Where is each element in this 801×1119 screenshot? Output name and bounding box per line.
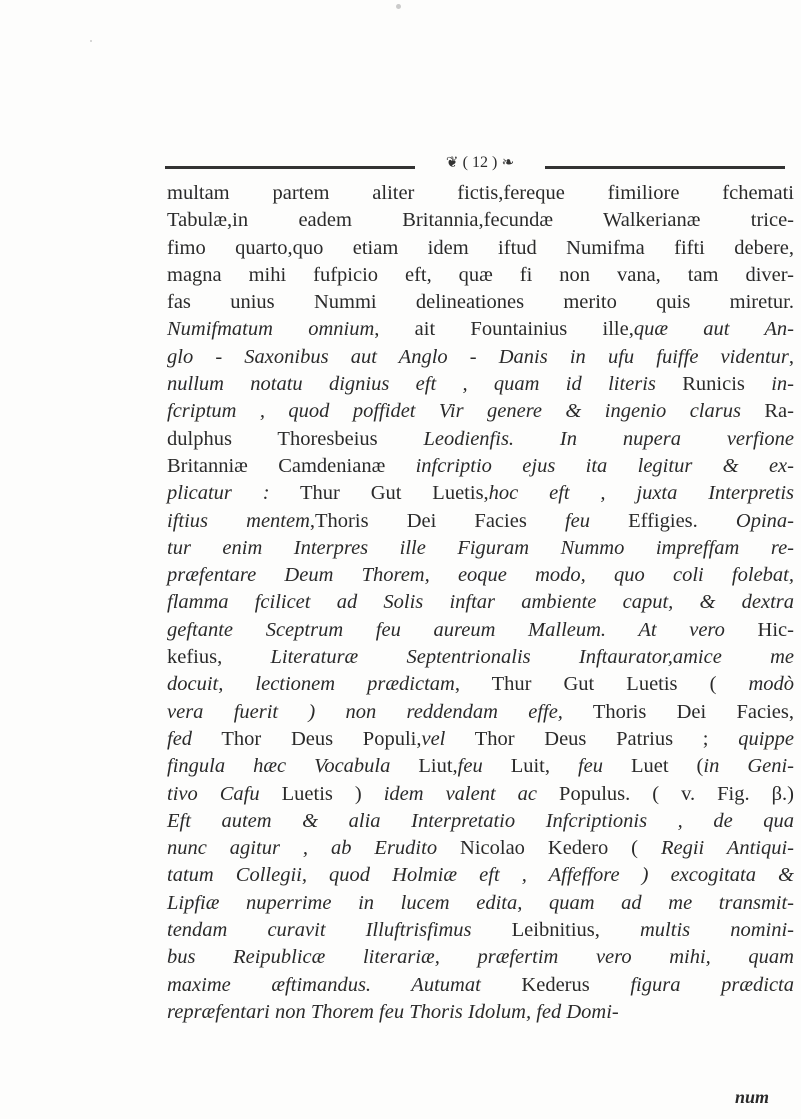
roman-segment: kefius,	[167, 646, 271, 669]
roman-segment: dulphus Thoresbeius	[167, 427, 424, 450]
header-rule-right	[545, 166, 785, 169]
italic-segment: præfentare Deum Thorem, eoque modo, quo coli folebat,	[167, 564, 794, 587]
italic-segment: tendam curavit Illuftrisfimus	[167, 919, 472, 942]
text-line	[167, 344, 794, 371]
italic-segment: maxime æftimandus. Autumat	[167, 973, 481, 996]
roman-segment: Luetis )	[259, 782, 384, 805]
italic-segment: docuit, lectionem prædictam	[167, 673, 455, 696]
text-line	[167, 371, 794, 398]
roman-segment: magna mihi fufpicio eft, quæ fi non vana, tam diver-	[167, 263, 794, 286]
italic-segment: feu	[457, 755, 483, 778]
text-line	[167, 508, 794, 535]
roman-segment: Britanniæ Camdenianæ	[167, 454, 416, 477]
italic-segment: Leodienfis. In nupera verfione	[423, 427, 794, 450]
italic-segment: nunc agitur , ab Erudito	[167, 837, 438, 860]
roman-segment: , Thur Gut Luetis (	[454, 673, 749, 696]
roman-segment: Leibnitius,	[471, 919, 640, 942]
italic-segment: feu	[577, 755, 604, 778]
italic-segment: quæ aut An-	[633, 318, 794, 341]
body-text	[167, 180, 794, 1026]
text-line	[167, 726, 794, 753]
roman-segment: Runicis	[655, 373, 772, 396]
italic-segment: Opina-	[735, 509, 794, 532]
text-line	[167, 398, 794, 425]
text-line	[167, 480, 794, 507]
italic-segment: Literaturæ Septentrionalis Inftaurator,amice me	[270, 646, 794, 669]
text-line	[167, 262, 794, 289]
italic-segment: geftante Sceptrum feu aureum Malleum. At vero	[167, 618, 725, 641]
text-line	[167, 535, 794, 562]
paper-speck	[396, 4, 401, 9]
italic-segment: vera fuerit ) non reddendam effe,	[167, 700, 563, 723]
text-line	[167, 835, 794, 862]
italic-segment: quippe	[738, 727, 794, 750]
text-line	[167, 316, 794, 343]
italic-segment: Regii Antiqui-	[660, 837, 795, 860]
text-line	[167, 753, 794, 780]
roman-segment: Populus. ( v. Fig. β.)	[537, 782, 794, 805]
roman-segment: ,	[788, 345, 794, 368]
italic-segment: fed	[167, 727, 193, 750]
roman-segment: Kederus	[480, 973, 631, 996]
italic-segment: tivo Cafu	[167, 782, 260, 805]
page-number: ( 12 )	[462, 154, 498, 171]
roman-segment: fimo quarto,quo etiam idem iftud Numifma fifti debere,	[167, 236, 794, 259]
italic-segment: in Geni-	[703, 755, 794, 778]
text-line	[167, 862, 794, 889]
text-line	[167, 917, 794, 944]
italic-segment: Eft autem & alia Interpretatio Infcriptionis , de qua	[167, 809, 794, 832]
italic-segment: feu	[564, 509, 590, 532]
text-line	[167, 944, 794, 971]
catchword: num	[735, 1087, 770, 1107]
text-line	[167, 972, 794, 999]
text-line	[167, 562, 794, 589]
text-line	[167, 207, 794, 234]
roman-segment: Thor Deus Patrius ;	[445, 727, 739, 750]
text-line	[167, 617, 794, 644]
italic-segment: flamma fcilicet ad Solis inftar ambiente caput, & dextra	[167, 591, 794, 614]
roman-segment: ,Thoris Dei Facies	[309, 509, 565, 532]
paper-speck	[90, 40, 92, 42]
italic-segment: Numifmatum omnium	[167, 318, 375, 341]
roman-segment: Liut,	[390, 755, 458, 778]
text-line	[167, 289, 794, 316]
ornament-right-icon: ❧	[501, 155, 515, 171]
italic-segment: multis nomini-	[640, 919, 794, 942]
italic-segment: infcriptio ejus ita legitur & ex-	[415, 454, 794, 477]
italic-segment: repræfentari non Thorem feu Thoris Idolum, fed Domi-	[167, 1000, 619, 1023]
roman-segment: multam partem aliter fictis,fereque fimiliore fchemati	[167, 182, 794, 204]
roman-segment: Effigies.	[589, 509, 736, 532]
text-line	[167, 999, 794, 1026]
text-line	[167, 426, 794, 453]
roman-segment: Thoris Dei Facies,	[562, 700, 794, 723]
roman-segment: Luet (	[603, 755, 704, 778]
italic-segment: vel	[421, 727, 446, 750]
text-line	[167, 671, 794, 698]
italic-segment: iftius mentem	[167, 509, 310, 532]
italic-segment: tur enim Interpres ille Figuram Nummo impreffam re-	[167, 536, 794, 559]
italic-segment: Lipfiæ nuperrime in lucem edita, quam ad me transmit-	[167, 891, 794, 914]
text-line	[167, 180, 794, 207]
text-line	[167, 699, 794, 726]
italic-segment: nullum notatu dignius eft , quam id literis	[167, 373, 656, 396]
italic-segment: figura prædicta	[630, 973, 794, 996]
italic-segment: fcriptum , quod poffidet Vir genere & ingenio clarus	[167, 400, 741, 423]
roman-segment: fas unius Nummi delineationes merito quis miretur.	[167, 291, 794, 314]
text-line	[167, 453, 794, 480]
italic-segment: in-	[771, 373, 794, 396]
text-line	[167, 808, 794, 835]
text-line	[167, 235, 794, 262]
header-rule-left	[165, 166, 415, 169]
italic-segment: modò	[748, 673, 795, 696]
roman-segment: , ait Fountainius ille,	[374, 318, 634, 341]
italic-segment: glo - Saxonibus aut Anglo - Danis in ufu fuiffe videntur	[167, 345, 789, 368]
ornament-left-icon: ❦	[445, 155, 459, 171]
roman-segment: Thur Gut Luetis,	[269, 482, 489, 505]
roman-segment: Thor Deus Populi,	[192, 727, 422, 750]
italic-segment: bus Reipublicæ literariæ, præfertim vero mihi, quam	[167, 946, 794, 969]
italic-segment: fingula hæc Vocabula	[167, 755, 391, 778]
italic-segment: plicatur :	[167, 482, 270, 505]
header-center	[415, 151, 545, 174]
page-header	[165, 151, 785, 173]
roman-segment: Nicolao Kedero (	[437, 837, 661, 860]
text-line	[167, 781, 794, 808]
roman-segment: Hic-	[724, 618, 794, 641]
italic-segment: tatum Collegii, quod Holmiæ eft , Affeffore ) excogitata &	[167, 864, 794, 887]
text-line	[167, 589, 794, 616]
roman-segment: Tabulæ,in eadem Britannia,fecundæ Walkerianæ trice-	[167, 209, 794, 232]
text-line	[167, 890, 794, 917]
roman-segment: Luit,	[482, 755, 578, 778]
roman-segment: Ra-	[740, 400, 794, 423]
text-line	[167, 644, 794, 671]
italic-segment: idem valent ac	[383, 782, 538, 805]
italic-segment: hoc eft , juxta Interpretis	[488, 482, 794, 505]
